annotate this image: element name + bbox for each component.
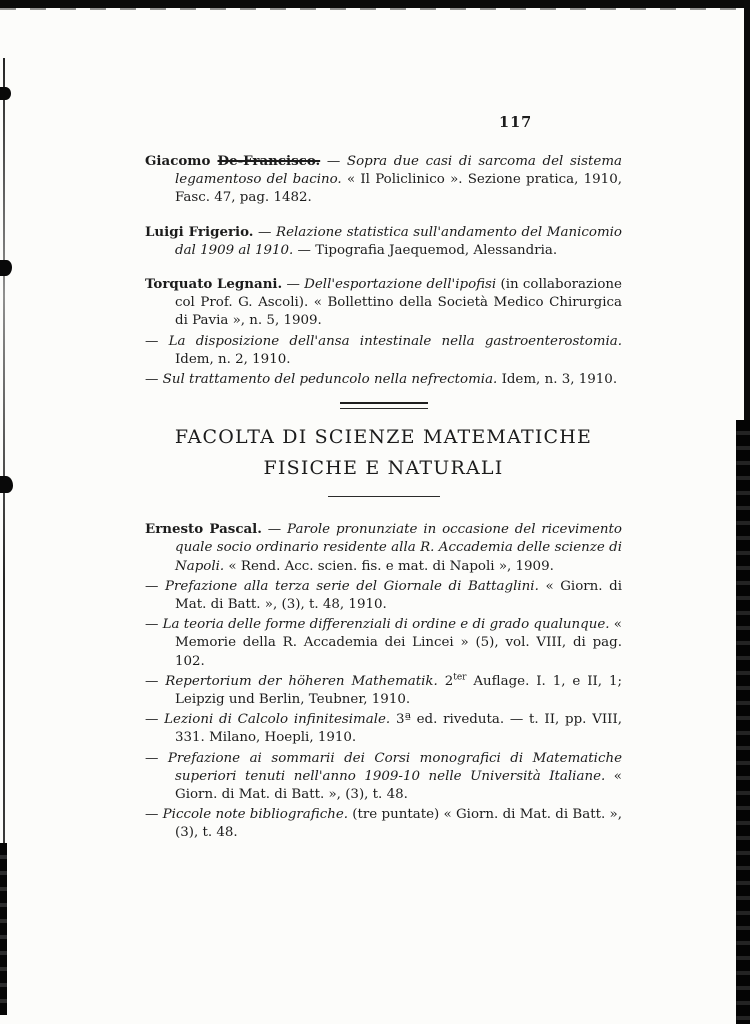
work-title: Prefazione alla terza serie del Giornale di Battaglini.	[165, 578, 539, 594]
edition-superscript: ter	[453, 672, 467, 683]
work-title: Dell'esportazione dell'ipofisi	[304, 277, 497, 293]
bib-entry-legnani-3	[145, 371, 622, 389]
separator-dash: —	[261, 522, 288, 538]
author-name: Luigi Frigerio.	[145, 223, 254, 240]
work-title: Relazione statistica sull'andamento del Manicomio dal 1909 al 1910.	[175, 224, 622, 258]
work-title: Sopra due casi di sarcoma del sistema legamentoso del bacino.	[175, 154, 623, 188]
scan-right-edge-lower-artifact	[736, 420, 750, 1024]
separator-dash: —	[253, 224, 276, 240]
repeat-author-dash: —	[145, 617, 163, 633]
author-name: Giacomo	[145, 153, 218, 169]
citation: (in collaborazione col Prof. G. Ascoli). « Bollettino della Società Medico Chirurgica di Pavia », n. 5, 1909.	[175, 277, 622, 329]
repeat-author-dash: —	[145, 372, 163, 388]
repeat-author-dash: —	[145, 750, 168, 766]
repeat-author-dash: —	[145, 712, 165, 728]
citation: Auflage. I. 1, e II, 1; Leipzig und Berlin, Teubner, 1910.	[175, 673, 622, 708]
work-title: Piccole note bibliografiche.	[162, 807, 349, 823]
bib-entry-pascal-2	[145, 578, 622, 614]
citation: 3ª ed. riveduta. — t. II, pp. VIII, 331. Milano, Hoepli, 1910.	[175, 712, 622, 746]
repeat-author-dash: —	[145, 807, 163, 823]
work-title: Sul trattamento del peduncolo nella nefrectomia.	[162, 372, 498, 388]
separator-dash: —	[320, 154, 347, 169]
repeat-author-dash: —	[145, 673, 166, 689]
citation: « Il Policlinico ». Sezione pratica, 1910, Fasc. 47, pag. 1482.	[175, 172, 622, 206]
citation: 2	[437, 673, 454, 689]
scan-left-edge-lower-artifact	[0, 843, 7, 1015]
author-name: Ernesto Pascal.	[145, 521, 262, 538]
divider-rule-top	[340, 402, 428, 409]
bib-entry-defrancisco	[145, 152, 622, 208]
work-title: Lezioni di Calcolo infinitesimale.	[164, 712, 391, 728]
bib-entry-pascal-5	[145, 711, 622, 747]
scan-top-edge-artifact	[0, 0, 750, 8]
bib-entry-pascal-6	[145, 750, 622, 805]
work-title: La disposizione dell'ansa intestinale nella gastroenterostomia.	[168, 333, 622, 349]
bib-entry-pascal-7	[145, 806, 622, 842]
bib-entry-legnani-2	[145, 333, 622, 369]
scan-left-blob-artifact	[0, 260, 12, 276]
work-title: Prefazione ai sommarii dei Corsi monografici di Matematiche superiori tenuti nell'anno 1909-10 nelle Università Italiane.	[167, 750, 622, 784]
citation: — Tipografia Jaequemod, Alessandria.	[293, 242, 558, 258]
author-name: Torquato Legnani.	[145, 276, 283, 293]
section-title-line-2: FISICHE E NATURALI	[263, 457, 504, 480]
citation: Idem, n. 2, 1910.	[175, 351, 291, 367]
scan-left-blob-artifact	[0, 476, 13, 493]
citation: « Rend. Acc. scien. fis. e mat. di Napoli », 1909.	[224, 558, 554, 574]
page-number: 117	[499, 114, 533, 131]
work-title: Parole pronunziate in occasione del ricevimento quale socio ordinario residente alla R. Accademia delle scienze di Napoli.	[175, 522, 622, 574]
text-column	[145, 152, 622, 843]
bib-entry-pascal-4	[145, 673, 622, 709]
section-heading-block	[145, 402, 622, 499]
citation: (tre puntate) « Giorn. di Mat. di Batt. », (3), t. 48.	[175, 807, 622, 841]
bib-entry-legnani-1	[145, 275, 622, 331]
separator-dash: —	[282, 277, 305, 293]
section-title-line-1: FACOLTA DI SCIENZE MATEMATICHE	[174, 426, 593, 449]
bib-entry-pascal-3	[145, 616, 622, 671]
divider-rule-bottom	[328, 496, 440, 499]
citation: « Giorn. di Mat. di Batt. », (3), t. 48, 1910.	[175, 578, 623, 613]
citation: « Memorie della R. Accademia dei Lincei » (5), vol. VIII, di pag. 102.	[175, 617, 622, 669]
repeat-author-dash: —	[145, 333, 169, 349]
author-surname-struck: De-Francisco.	[217, 153, 321, 169]
scan-left-blob-artifact	[0, 87, 11, 100]
citation: Idem, n. 3, 1910.	[497, 372, 618, 388]
work-title: Repertorium der höheren Mathematik.	[165, 673, 438, 689]
work-title: La teoria delle forme differenziali di ordine e di grado qualunque.	[162, 617, 610, 633]
repeat-author-dash: —	[145, 578, 165, 594]
citation: « Giorn. di Mat. di Batt. », (3), t. 48.	[175, 768, 622, 803]
bib-entry-frigerio	[145, 223, 622, 260]
bib-entry-pascal-1	[145, 520, 622, 576]
